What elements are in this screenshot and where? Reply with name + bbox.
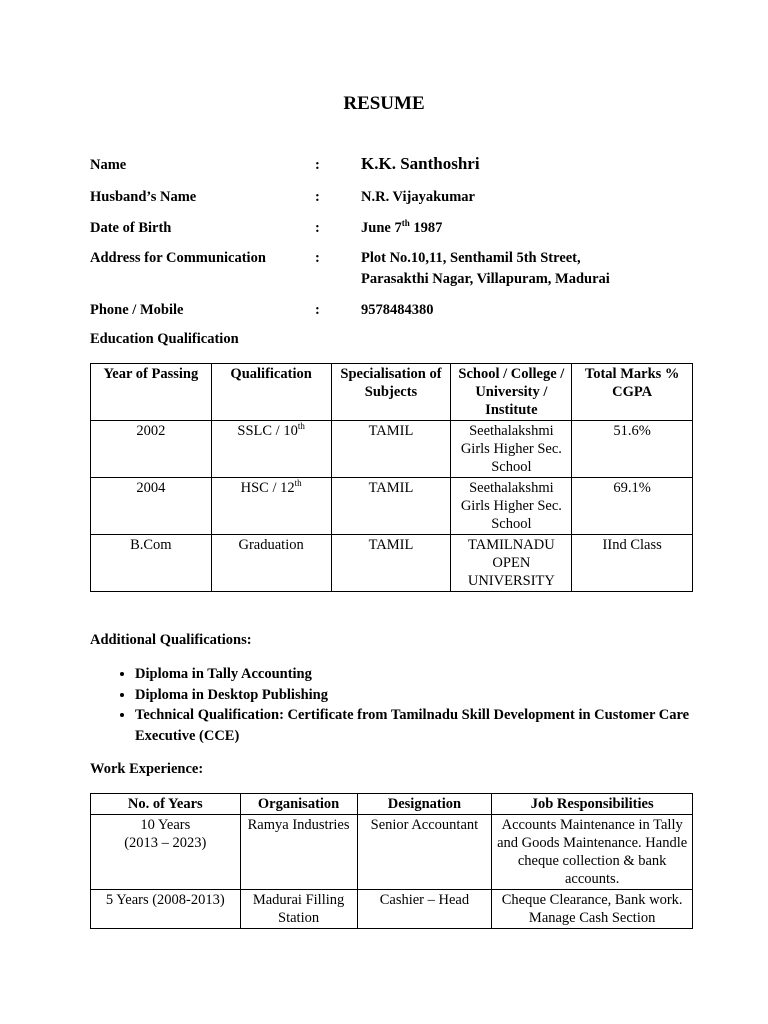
organisation-cell: Ramya Industries (240, 815, 357, 890)
year-cell: 2002 (91, 421, 212, 478)
list-item: • Diploma in Desktop Publishing (135, 685, 695, 706)
qualification-cell (211, 421, 331, 478)
name-value: K.K. Santhoshri (361, 154, 480, 173)
name-label: Name (90, 157, 127, 173)
education-header-row (91, 364, 693, 421)
col-total-marks: Total Marks % CGPA (572, 364, 693, 421)
table-row (91, 535, 693, 592)
address-value (361, 248, 610, 290)
years-text: 10 Years (140, 817, 191, 833)
marks-cell: 51.6% (572, 421, 693, 478)
responsibilities-cell: Cheque Clearance, Bank work. Manage Cash Section (492, 890, 693, 929)
col-qualification: Qualification (211, 364, 331, 421)
dob-year: 1987 (409, 220, 443, 236)
list-item: • Technical Qualification: Certificate from Tamilnadu Skill Development in Customer Care Executive (CCE) (135, 705, 695, 746)
phone-label: Phone / Mobile (90, 302, 184, 318)
col-specialisation: Specialisation of Subjects (331, 364, 451, 421)
specialisation-cell: TAMIL (331, 421, 451, 478)
specialisation-cell: TAMIL (331, 535, 451, 592)
table-row (91, 478, 693, 535)
colon: : (315, 250, 320, 266)
address-line-1: Plot No.10,11, Senthamil 5th Street, (361, 250, 581, 266)
specialisation-cell: TAMIL (331, 478, 451, 535)
marks-cell: IInd Class (572, 535, 693, 592)
education-table (90, 363, 693, 592)
table-row (91, 815, 693, 890)
organisation-cell: Madurai Filling Station (240, 890, 357, 929)
additional-qualifications-list (90, 664, 695, 746)
years-cell (91, 815, 241, 890)
education-heading: Education Qualification (90, 331, 239, 347)
qualification-text: HSC / 12 (240, 480, 295, 496)
colon: : (315, 157, 320, 173)
designation-cell: Senior Accountant (357, 815, 492, 890)
year-cell: 2004 (91, 478, 212, 535)
resume-title: RESUME (343, 93, 425, 114)
dob-label: Date of Birth (90, 220, 172, 236)
responsibilities-cell: Accounts Maintenance in Tally and Goods Maintenance. Handle cheque collection & bank accounts. (492, 815, 693, 890)
qualification-cell (211, 478, 331, 535)
work-header-row (91, 794, 693, 815)
dob-suffix: th (401, 218, 410, 229)
col-years: No. of Years (91, 794, 241, 815)
col-designation: Designation (357, 794, 492, 815)
col-responsibilities: Job Responsibilities (492, 794, 693, 815)
work-table (90, 793, 693, 929)
qualification-text: Graduation (238, 537, 304, 553)
marks-cell: 69.1% (572, 478, 693, 535)
col-year-of-passing: Year of Passing (91, 364, 212, 421)
col-school: School / College / University / Institute (451, 364, 572, 421)
husband-value: N.R. Vijayakumar (361, 189, 475, 205)
address-line-2: Parasakthi Nagar, Villapuram, Madurai (361, 271, 610, 287)
address-label: Address for Communication (90, 250, 266, 266)
colon: : (315, 302, 320, 318)
school-cell: Seethalakshmi Girls Higher Sec. School (451, 421, 572, 478)
years-range: (2013 – 2023) (124, 835, 207, 851)
phone-value: 9578484380 (361, 302, 434, 318)
table-row (91, 890, 693, 929)
designation-cell: Cashier – Head (357, 890, 492, 929)
col-organisation: Organisation (240, 794, 357, 815)
school-cell: Seethalakshmi Girls Higher Sec. School (451, 478, 572, 535)
husband-label: Husband’s Name (90, 189, 197, 205)
qualification-suffix: th (297, 421, 305, 432)
dob-month-day: June 7 (361, 220, 402, 236)
years-cell: 5 Years (2008-2013) (91, 890, 241, 929)
colon: : (315, 189, 320, 205)
colon: : (315, 220, 320, 236)
qualification-text: SSLC / 10 (237, 423, 298, 439)
year-cell: B.Com (91, 535, 212, 592)
table-row (91, 421, 693, 478)
school-cell: TAMILNADU OPEN UNIVERSITY (451, 535, 572, 592)
work-heading: Work Experience: (90, 761, 204, 777)
dob-value (361, 218, 442, 239)
additional-heading: Additional Qualifications: (90, 632, 252, 648)
qualification-suffix: th (294, 478, 302, 489)
qualification-cell (211, 535, 331, 592)
list-item: • Diploma in Tally Accounting (135, 664, 695, 685)
